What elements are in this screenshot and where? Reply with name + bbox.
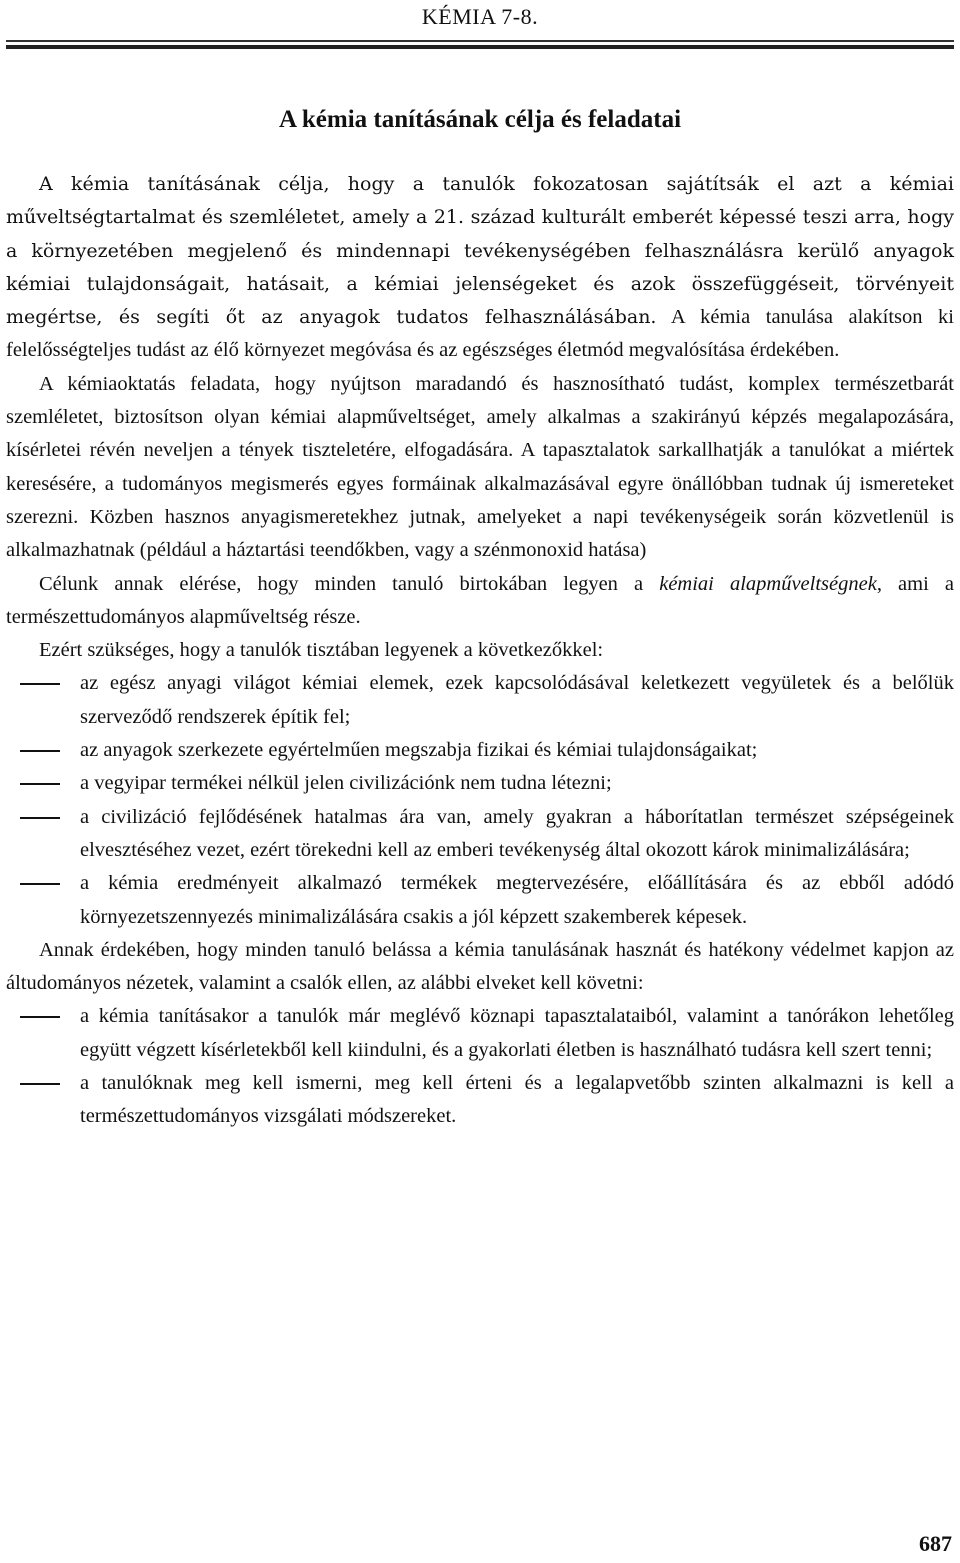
list-item [6,801,954,868]
list-item-text: a kémia tanításakor a tanulók már meglévő köznapi tapasztalataiból, valamint a tanórákon lehetőleg együtt végzett kísérletekből kell kiindulni, és a gyakorlati életben is használható tudásra kell szert tenni; [80,1005,954,1061]
paragraph-goal [6,168,954,368]
principles-list [6,1000,954,1133]
paragraph-principles: Annak érdekében, hogy minden tanuló belássa a kémia tanulásának hasznát és hatékony védelmet kapjon az áltudományos nézetek, valamint a csalók ellen, az alábbi elveket kell követni: [6,938,954,995]
list-item-text: a civilizáció fejlődésének hatalmas ára van, amely gyakran a háborítatlan természet szépségeinek elvesztéséhez vezet, ezért törekedni kell az emberi tevékenység által okozott károk minimalizálására; [80,805,954,861]
running-header: KÉMIA 7-8. [421,4,539,29]
paragraph-requirements: Ezért szükséges, hogy a tanulók tisztában legyenek a következőkkel: [39,639,604,662]
paragraph-aim [6,568,954,635]
list-item [6,1000,954,1067]
list-item [6,734,954,767]
list-item-text: a kémia eredményeit alkalmazó termékek megtervezésére, előállítására és az ebből adódó környezetszennyezés minimalizálására csakis a jól képzett szakemberek képesek. [80,872,954,928]
body-text [6,168,954,1134]
paragraph-goal-text: A kémia tanításának célja, hogy a tanulók fokozatosan sajátítsák el azt a kémiai műveltségtartalmat és szemléletet, amely a 21. század kulturált emberét képessé teszi arra, hogy a környezetében megjelenő és mindennapi tevékenységében felhasználásra kerülő anyagok kémiai tulajdonságait, hatásait, a kémiai jelenségeket és azok összefüggéseit, törvényeit megértse, és segíti őt az anyagok tudatos felhasználásában. [6,173,954,329]
paragraph-aim-text-1: Célunk annak elérése, hogy minden tanuló birtokában legyen a [39,572,660,595]
list-item-text: az anyagok szerkezete egyértelműen megszabja fizikai és kémiai tulajdonságaikat; [80,739,758,762]
list-item [6,767,954,800]
paragraph-task: A kémiaoktatás feladata, hogy nyújtson maradandó és hasznosítható tudást, komplex természetbarát szemléletet, biztosítson olyan kémiai alapműveltséget, amely alkalmas a szakirányú képzés megalapozására, kísérletei révén neveljen a tények tiszteletére, elfogadására. A tapasztalatok sarkallhatják a tanulókat a miértek keresésére, a tudományos megismerés egyes formáinak alkalmazásával egyre önállóbban tudnak új ismereteket szerezni. Közben hasznos anyagismeretekhez jutnak, amelyeket a napi tevékenységeik során közvetlenül is alkalmazhatnak (például a háztartási teendőkben, vagy a szénmonoxid hatása) [6,372,954,562]
list-item [6,667,954,734]
section-title: A kémia tanításának célja és feladatai [278,106,682,133]
list-item-text: az egész anyagi világot kémiai elemek, ezek kapcsolódásával keletkezett vegyületek és a belőlük szerveződő rendszerek építik fel; [80,672,954,728]
paragraph-goal-text-2: A kémia tanulása alakítson ki felelősségteljes tudást az élő környezet megóvása és az egészséges életmód megvalósítása érdekében. [6,306,954,362]
paragraph-aim-text-2: , ami a természettudományos alapműveltség része. [6,572,954,628]
list-item [6,867,954,934]
list-item [6,1067,954,1134]
requirements-list [6,667,954,933]
paragraph-aim-emphasis: kémiai alapműveltségnek [659,572,877,595]
page-number: 687 [919,1531,952,1556]
header-rule [6,40,954,54]
list-item-text: a vegyipar termékei nélkül jelen civilizációnk nem tudna létezni; [80,772,612,795]
list-item-text: a tanulóknak meg kell ismerni, meg kell érteni és a legalapvetőbb szinten alkalmazni is kell a természettudományos vizsgálati módszereket. [80,1072,954,1128]
